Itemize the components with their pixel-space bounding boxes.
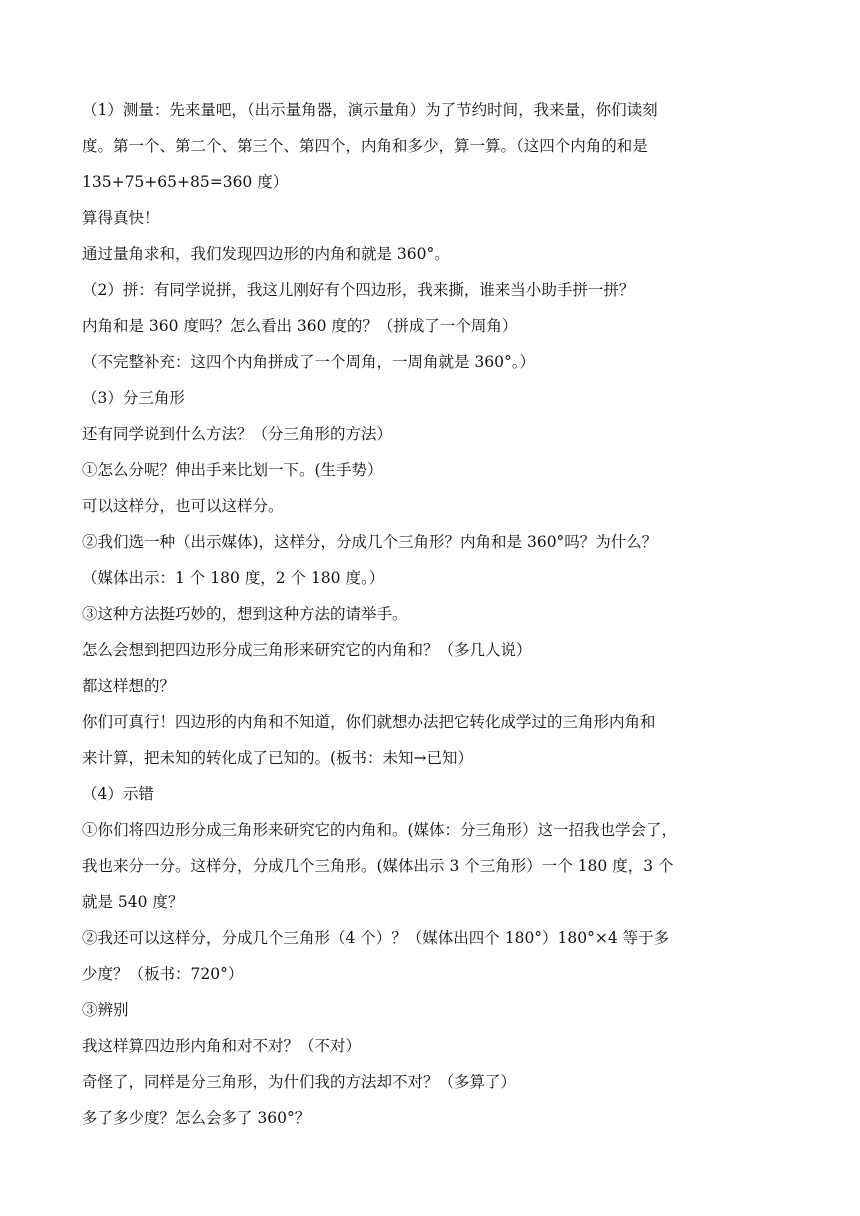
text-line: 怎么会想到把四边形分成三角形来研究它的内角和？（多几人说）: [82, 641, 532, 659]
text-line: 多了多少度？怎么会多了 360°？: [82, 1109, 311, 1127]
text-line: ③这种方法挺巧妙的，想到这种方法的请举手。: [82, 605, 408, 623]
text-line: 135+75+65+85=360 度）: [82, 173, 289, 191]
text-line: 少度？（板书：720°）: [82, 965, 244, 983]
text-line: 内角和是 360 度吗？怎么看出 360 度的？（拼成了一个周角）: [82, 317, 518, 335]
text-line: ①怎么分呢？伸出手来比划一下。(生手势）: [82, 461, 383, 479]
text-line: 通过量角求和，我们发现四边形的内角和就是 360°。: [82, 245, 450, 263]
text-line: 还有同学说到什么方法？（分三角形的方法）: [82, 425, 393, 443]
text-line: ②我们选一种（出示媒体)，这样分，分成几个三角形？内角和是 360°吗？为什么？: [82, 533, 658, 551]
text-line: 可以这样分，也可以这样分。: [82, 497, 284, 515]
text-line: （2）拼：有同学说拼，我这儿刚好有个四边形，我来撕，谁来当小助手拼一拼？: [82, 281, 635, 299]
text-line: （1）测量：先来量吧，（出示量角器，演示量角）为了节约时间，我来量，你们读刻: [82, 101, 658, 119]
section-heading: （4）示错: [82, 785, 154, 803]
text-line: 来计算，把未知的转化成了已知的。(板书：未知→已知）: [82, 749, 474, 767]
text-line: （媒体出示：1 个 180 度，2 个 180 度。）: [82, 569, 385, 587]
text-line: 奇怪了，同样是分三角形，为什们我的方法却不对？（多算了）: [82, 1073, 517, 1091]
text-line: 就是 540 度？: [82, 893, 184, 911]
text-line: 都这样想的？: [82, 677, 176, 695]
text-line: 度。第一个、第二个、第三个、第四个，内角和多少，算一算。（这四个内角的和是: [82, 137, 648, 155]
text-line: ③辨别: [82, 1001, 129, 1019]
document-body: [82, 92, 732, 1136]
text-line: 算得真快！: [82, 209, 160, 227]
section-heading: （3）分三角形: [82, 389, 185, 407]
text-line: 我也来分一分。这样分，分成几个三角形。(媒体出示 3 个三角形）一个 180 度，3 个: [82, 857, 674, 875]
text-line: 你们可真行！四边形的内角和不知道，你们就想办法把它转化成学过的三角形内角和: [82, 713, 656, 731]
text-line: （不完整补充：这四个内角拼成了一个周角，一周角就是 360°。）: [82, 353, 536, 371]
text-line: ②我还可以这样分，分成几个三角形（4 个）？（媒体出四个 180°）180°×4 等于多: [82, 929, 670, 947]
text-line: ①你们将四边形分成三角形来研究它的内角和。(媒体：分三角形）这一招我也学会了，: [82, 821, 678, 839]
text-line: 我这样算四边形内角和对不对？（不对）: [82, 1037, 362, 1055]
